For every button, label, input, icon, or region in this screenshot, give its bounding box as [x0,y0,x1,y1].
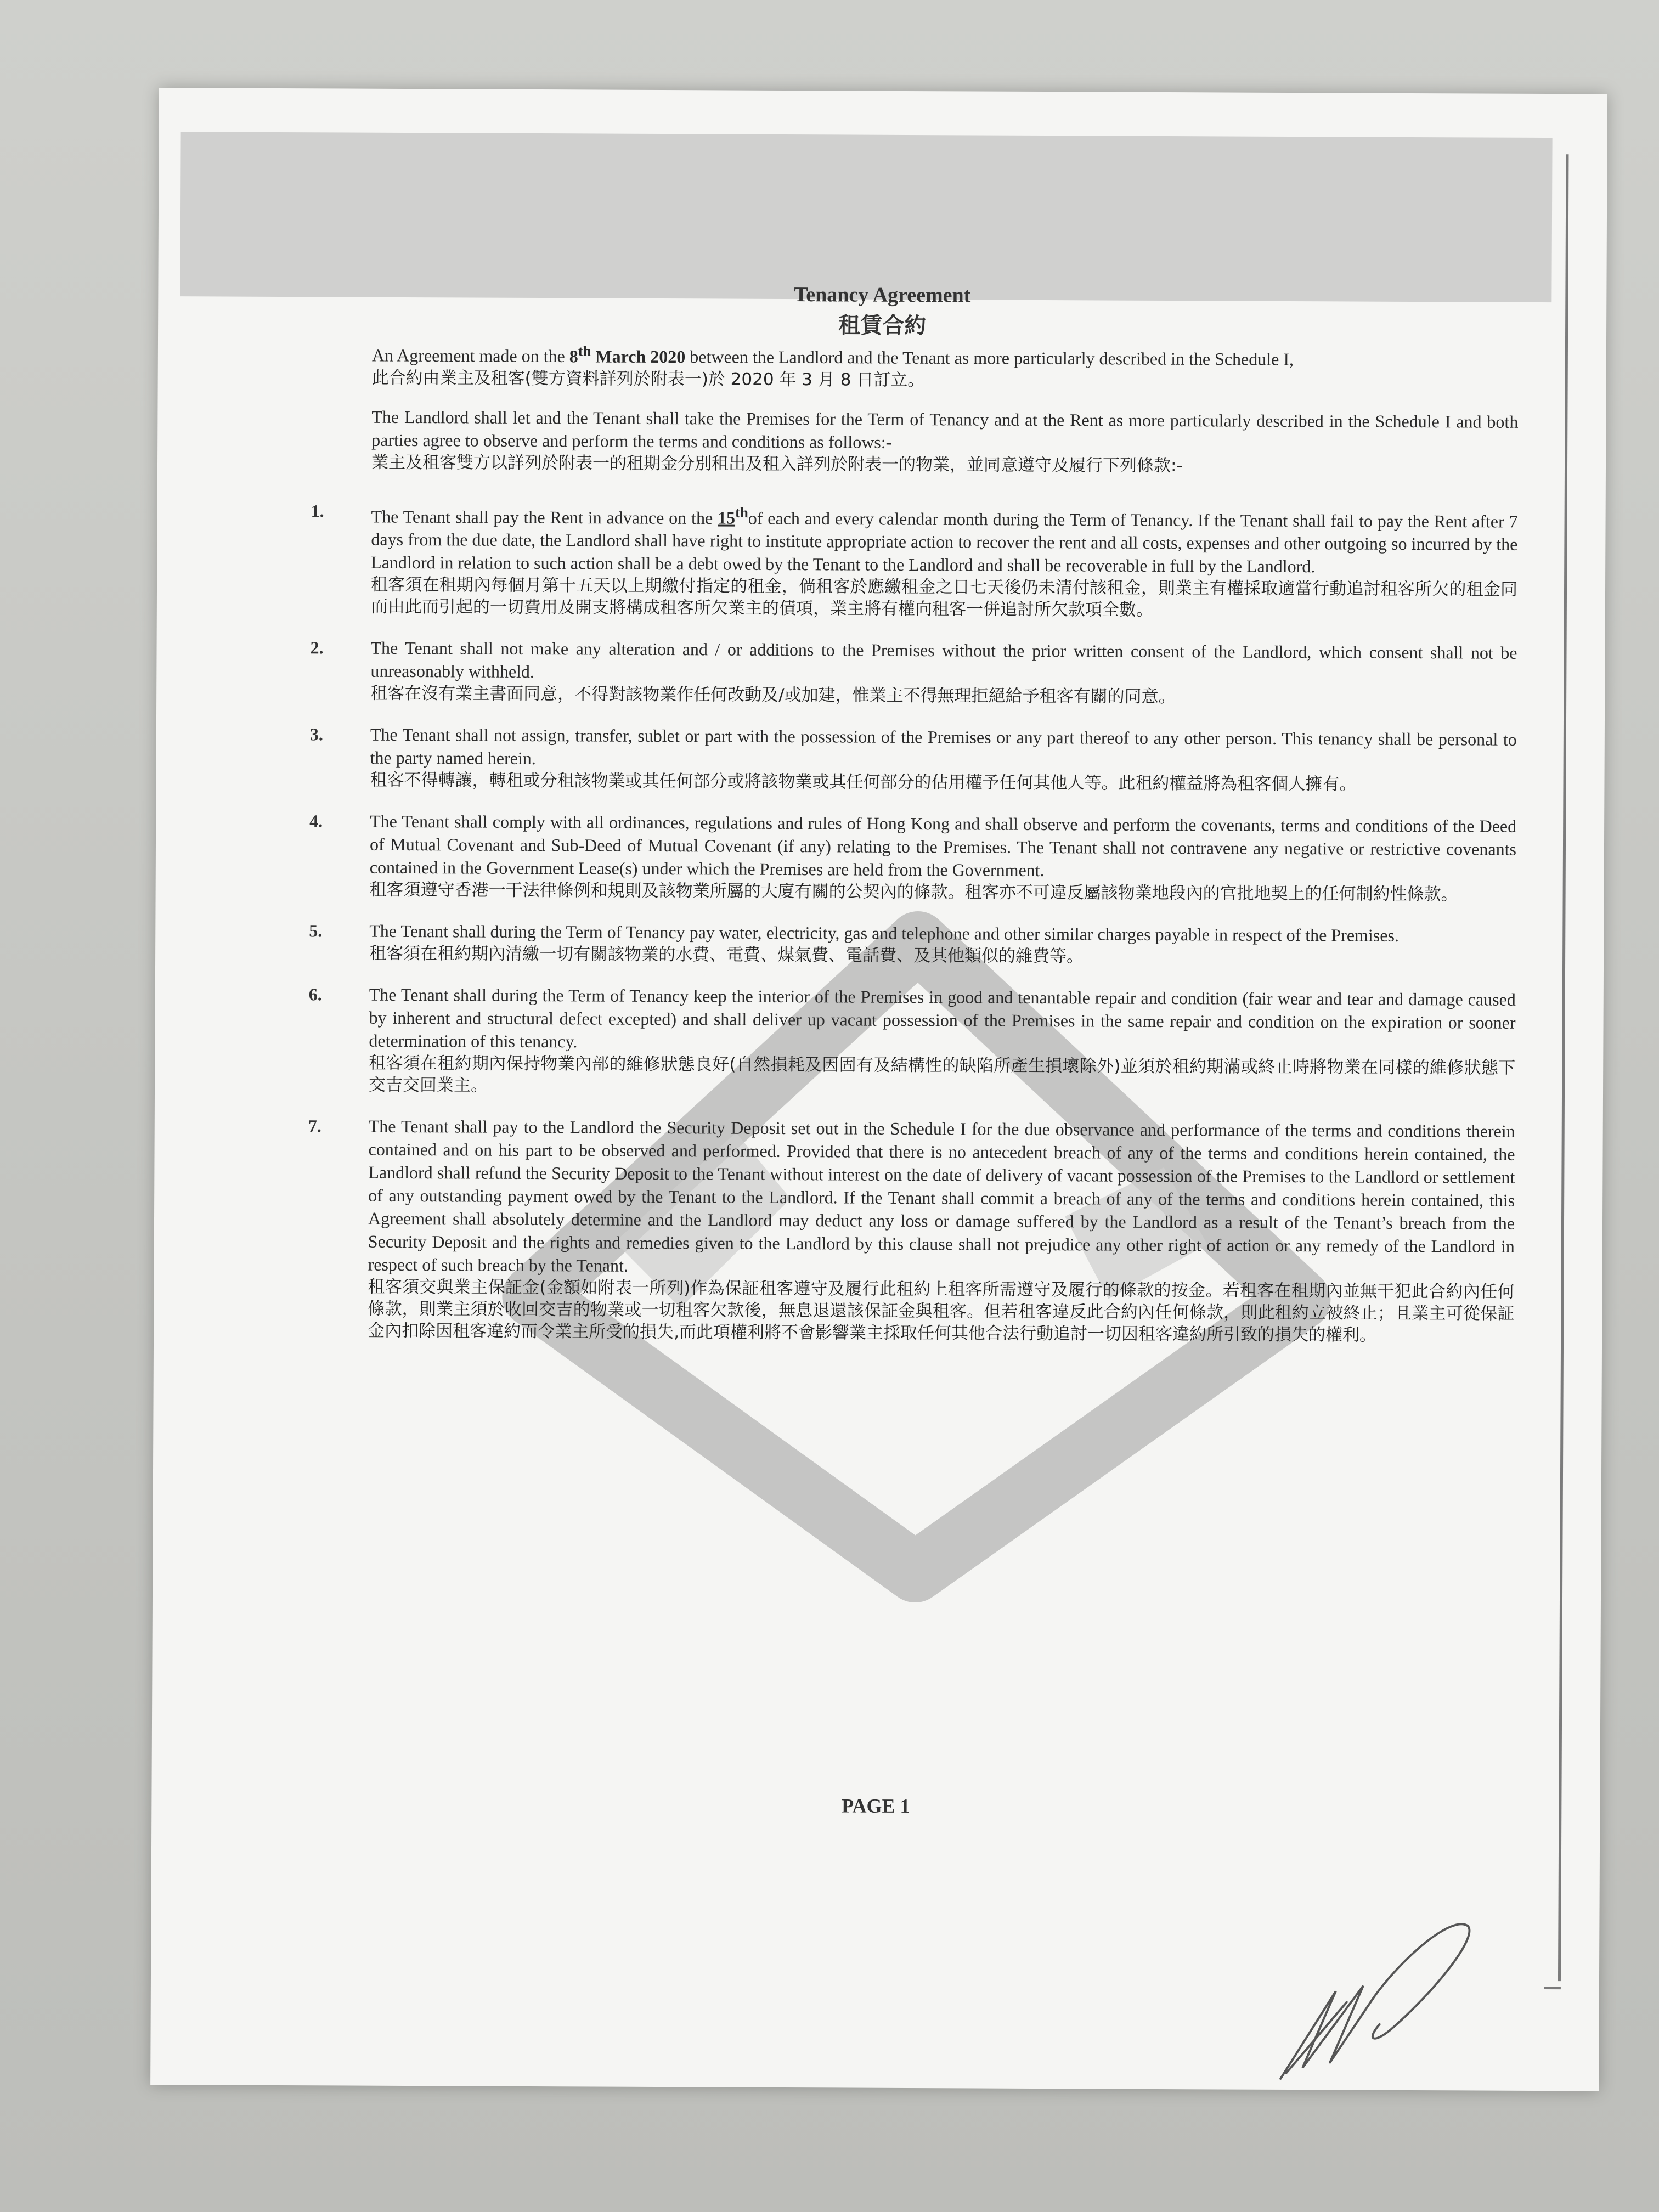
clause-6 [308,983,1516,1101]
clause-1 [311,499,1518,623]
page-number-label: PAGE 1 [842,1795,910,1818]
document-header [158,280,1606,343]
clause-english: The Tenant shall pay to the Landlord the Security Deposit set out in the Schedule I for the due observance and performance of the terms and conditions therein contained and on his part to be observed and performed. Provided that there is no antecedent breach of any of the terms and conditions herein contained, the Landlord shall refund the Security Deposit to the Tenant without interest on the date of delivery of vacant possession of the Premises to the Landlord or settlement of any outstanding payment owed by the Tenant to the Landlord. If the Tenant shall commit a breach of any of the terms and conditions herein contained, this Agreement shall absolutely determine and the Landlord may deduct any loss or damage suffered by the Landlord as a result of the Tenant’s breach from the Security Deposit and the rights and remedies given to the Landlord by this clause shall not prejudice any other right of action or any remedy of the Landlord in respect of such breach by the Tenant. [368,1116,1515,1276]
handwritten-signature [1269,1903,1479,2091]
intro-date-suffix: th [578,342,591,359]
signature-stroke-2 [1330,1923,1469,2063]
clause-1-text-b: of each and every calendar month during the Term of Tenancy. If the Tenant shall fail to pay the Rent after 7 days from the due date, the Landlord shall have right to institute appropriate action to recover the rent and all costs, expenses and other outgoing so incurred by the Landlord in relation to such action shall be a debt owed by the Tenant to the Landlord and shall be recoverable in full by the Landlord. [371,508,1518,577]
clause-english: The Tenant shall not make any alteration and / or additions to the Premises without the prior written consent of the Landlord, which consent shall not be unreasonably withheld. [370,638,1517,682]
clause-chinese: 租客不得轉讓，轉租或分租該物業或其任何部分或將該物業或其任何部分的佔用權予任何其他人等。此租約權益將為租客個人擁有。 [370,770,1357,794]
clause-number: 4. [309,811,323,831]
clause-chinese: 租客須在租約期內清繳一切有關該物業的水費、電費、煤氣費、電話費、及其他類似的雜費等。 [369,943,1084,967]
clause-1-day-suffix: th [735,504,748,521]
clause-number: 7. [308,1116,321,1136]
preamble-paragraph [371,405,1519,478]
signature-stroke-3 [1286,2002,1347,2073]
redacted-header-area [180,132,1552,302]
title-english: Tenancy Agreement [794,283,971,307]
clause-chinese: 租客在沒有業主書面同意，不得對該物業作任何改動及/或加建，惟業主不得無理拒絕給予租客有關的同意。 [370,684,1176,707]
clause-4 [309,810,1517,906]
page-edge-line [1558,154,1569,1981]
intro-date-rest: March 2020 [591,346,686,366]
clause-english [371,499,1518,579]
clause-number: 2. [310,637,324,658]
clause-english: The Tenant shall not assign, transfer, sublet or part with the possession of the Premises or any part thereof to any other person. This tenancy shall be personal to the party named herein. [370,725,1517,769]
clause-english: The Tenant shall comply with all ordinances, regulations and rules of Hong Kong and shall observe and perform the covenants, terms and conditions of the Deed of Mutual Covenant and Sub-Deed of Mutual Covenant (if any) relating to the Premises. The Tenant shall not contravene any negative or restrictive covenants contained in the Government Lease(s) under which the Premises are held from the Government. [369,811,1517,881]
intro-date-day: 8 [569,346,578,366]
intro-paragraph [372,338,1519,394]
intro-text-suffix: between the Landlord and the Tenant as more particularly described in the Schedule I, [685,346,1294,369]
clause-5 [309,919,1516,969]
page-edge-line-bottom [1544,1987,1561,1989]
clause-chinese: 租客須在租期內每個月第十五天以上期繳付指定的租金，倘租客於應繳租金之日七天後仍未清付該租金，則業主有權採取適當行動追討租客所欠的租金同而由此而引起的一切費用及開支將構成租客所欠業主的債項，業主將有權向租客一併追討所欠款項全數。 [370,575,1518,620]
clause-chinese: 租客須在租約期內保持物業內部的維修狀態良好(自然損耗及因固有及結構性的缺陷所產生損壞除外)並須於租約期滿或終止時將物業在同樣的維修狀態下交吉交回業主。 [368,1053,1516,1096]
clause-number: 3. [309,724,323,744]
clause-3 [309,723,1517,796]
clause-chinese: 租客須交與業主保証金(金額如附表一所列)作為保証租客遵守及履行此租約上租客所需遵守及履行的條款的按金。若租客在租期內並無干犯此合約內任何條款，則業主須於收回交吉的物業或一切租客欠款後，無息退還該保証金與租客。但若租客違反此合約內任何條款，則此租約立被終止；且業主可從保証金內扣除因租客違約而令業主所受的損失,而此項權利將不會影響業主採取任何其他合法行動追討一切因租客違約所引致的損失的權利。 [368,1277,1515,1346]
preamble-english: The Landlord shall let and the Tenant shall take the Premises for the Term of Tenancy and at the Rent as more particularly described in the Schedule I and both parties agree to observe and perform the terms and conditions as follows:- [371,407,1519,452]
clause-2 [310,636,1517,709]
clause-number: 6. [308,984,322,1005]
intro-english [372,338,1519,372]
clause-1-text-a: The Tenant shall pay the Rent in advance on the [371,506,718,528]
intro-chinese: 此合約由業主及租客(雙方資料詳列於附表一)於 2020 年 3 月 8 日訂立。 [371,368,925,390]
clause-1-day: 15 [718,507,736,528]
clause-number: 1. [311,500,324,521]
clause-english: The Tenant shall during the Term of Tenancy pay water, electricity, gas and telephone and other similar charges payable in respect of the Premises. [369,921,1400,946]
clause-7 [308,1115,1515,1347]
clause-chinese: 租客須遵守香港一干法律條例和規則及該物業所屬的大廈有關的公契內的條款。租客亦不可違反屬該物業地段內的官批地契上的任何制約性條款。 [369,880,1458,905]
preamble-chinese: 業主及租客雙方以詳列於附表一的租期金分別租出及租入詳列於附表一的物業，並同意遵守及履行下列條款:- [371,452,1183,476]
clause-number: 5. [309,921,323,941]
document-page [150,88,1607,2091]
document-body [308,338,1519,1365]
title-chinese: 租賃合約 [838,313,927,339]
clause-english: The Tenant shall during the Term of Tenancy keep the interior of the Premises in good and tenantable repair and condition (fair wear and tear and damage caused by inherent and structural defect excepted) and shall deliver up vacant possession of the Premises in the same repair and condition on the expiration or sooner determination of this tenancy. [369,984,1516,1052]
intro-text-prefix: An Agreement made on the [371,345,569,366]
